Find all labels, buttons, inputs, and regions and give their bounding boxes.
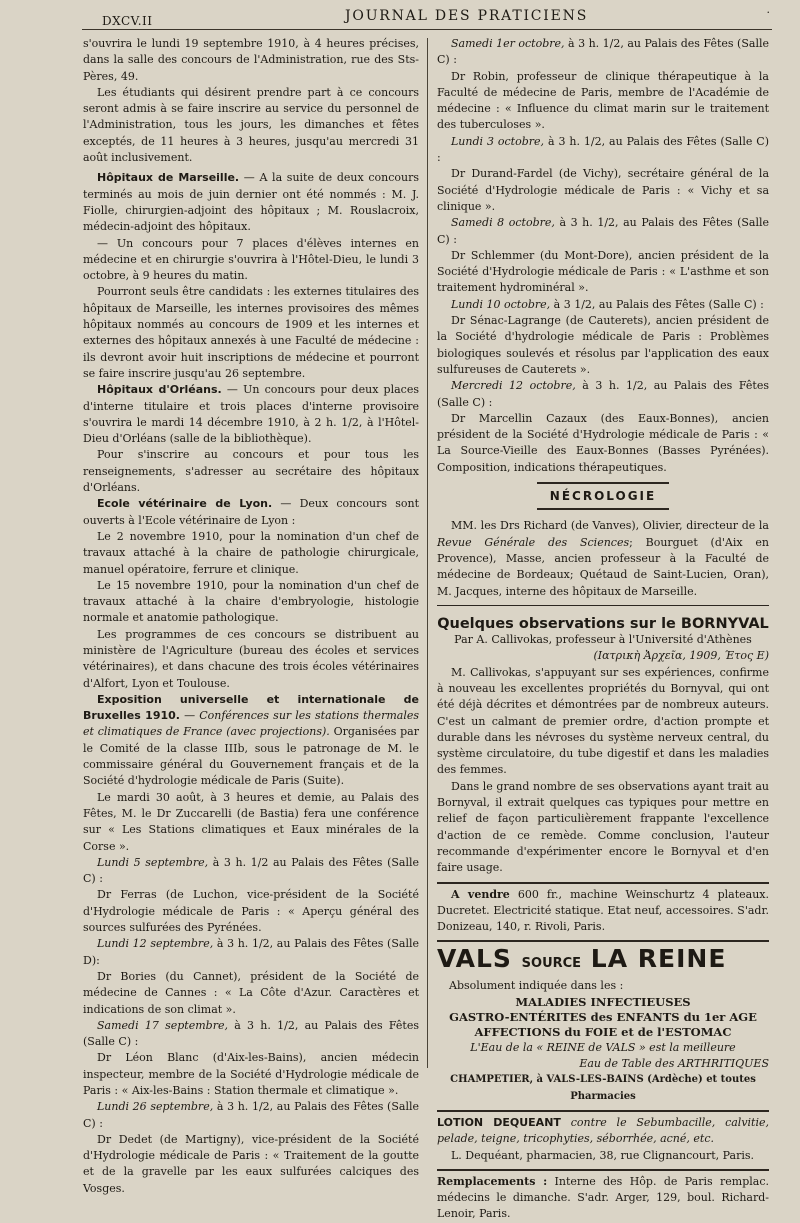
conference-date	[83, 936, 419, 969]
date-italic: Lundi 10 octobre,	[451, 297, 551, 311]
left-column	[83, 36, 419, 1197]
conference-entry: Dr Ferras (de Luchon, vice-président de la Société d'Hydrologie médicale de Paris : « Aperçu général des sources sulfurées des Pyrénées.	[83, 888, 419, 935]
date-italic: Samedi 8 octobre,	[451, 216, 555, 230]
vals-italic: Eau de Table des ARTHRITIQUES	[579, 1057, 769, 1071]
section-heading: Hôpitaux d'Orléans.	[97, 383, 222, 397]
venue: à 3 h. 1/2, au Palais des Fêtes (Salle C) :	[437, 37, 769, 67]
ad-heading: Remplacements :	[437, 1174, 548, 1188]
necrology-part: MM. les Drs Richard (de Vanves), Olivier, directeur de la	[451, 519, 769, 533]
paragraph-text: — A la suite de deux concours terminés au mois de juin dernier ont été nommés : M. J. Fiolle, chirurgien-adjoint des hôpitaux ; M. Rouslacroix, médecin-adjoint des hôpitaux.	[83, 171, 420, 234]
vals-line: GASTRO-ENTÉRITES des ENFANTS du 1er AGE	[449, 1009, 757, 1024]
divider	[437, 1169, 769, 1171]
news-item-orleans	[83, 382, 419, 447]
divider	[437, 605, 769, 606]
vals-advertisement	[437, 945, 769, 1104]
vals-line: MALADIES INFECTIEUSES	[515, 994, 691, 1009]
conference-entry: Dr Robin, professeur de clinique thérapeutique à la Faculté de médecine de Paris, membre de l'Académie de médecine : « Influence du climat marin sur le traitement des tuberculoses ».	[437, 69, 769, 132]
paragraph: — Un concours pour 7 places d'élèves internes en médecine et en chirurgie s'ouvrira à l'Hôtel-Dieu, le lundi 3 octobre, à 9 heures du matin.	[83, 236, 419, 283]
lotion-ad	[437, 1115, 769, 1148]
paragraph-text: — Un concours pour deux places d'interne titulaire et trois places d'interne provisoire s'ouvrira le mardi 14 décembre 1910, à 2 h. 1/2, à l'Hôtel-Dieu d'Orléans (salle de la bibliothèque).	[83, 383, 419, 446]
conference-entry: Dr Sénac-Lagrange (de Cauterets), ancien président de la Société d'hydrologie médicale de Paris : Problèmes biologiques soulevés et résolus par l'application des eaux sulfureuses de Cauterets ».	[437, 314, 769, 376]
date-italic: Samedi 17 septembre,	[97, 1018, 228, 1032]
article-byline: Par A. Callivokas, professeur à l'Université d'Athènes	[454, 633, 752, 647]
article-paragraph: Dans le grand nombre de ses observations ayant trait au Bornyval, il extrait quelques cas typiques pour mettre en relief de façon particulièrement frappante l'excellence d'action de ce remède. Comme conclusion, l'auteur recommande d'expérimenter encore le Bornyval et d'en faire usage.	[437, 779, 769, 875]
ad-text: Interne des Hôp. de Paris remplac. médecins le dimanche. S'adr. Arger, 129, boul. Richard-Lenoir, Paris.	[437, 1174, 769, 1221]
paragraph: Pour s'inscrire au concours et pour tous les renseignements, s'adresser au secrétaire des hôpitaux d'Orléans.	[83, 448, 419, 495]
divider	[437, 1110, 769, 1112]
news-item-lyon	[83, 496, 419, 529]
paragraph-text: Organisées par le Comité de la classe IIIb, sous le patronage de M. le commissaire général du Gouvernement français et de la Société d'hydrologie médicale de Paris (Suite).	[83, 725, 419, 788]
article-paragraph: M. Callivokas, s'appuyant sur ses expériences, confirme à nouveau les excellentes propriétés du Bornyval, qui ont été déjà décrites et démontrées par de nombreux auteurs. C'est un calmant de premier ordre, d'action prompte et durable dans les névroses du système nerveux central, du système circulatoire, du tube digestif et dans les maladies des femmes.	[437, 665, 769, 777]
conference-date	[437, 134, 769, 167]
remplacements-ad	[437, 1174, 769, 1223]
date-italic: Lundi 26 septembre,	[97, 1100, 214, 1114]
date-italic: Lundi 12 septembre,	[97, 937, 214, 951]
news-item-exposition	[83, 692, 419, 790]
venue: à 3 h. 1/2, au Palais des Fêtes (Salle D):	[83, 937, 419, 967]
page-folio: DXCV.II	[102, 14, 153, 28]
reference-italic: (Ιατρικὴ Ἀρχεῖα, 1909, Έτος Ε)	[593, 649, 769, 663]
conference-date	[437, 378, 769, 411]
ad-text: 600 fr., machine Weinschurtz 4 plateaux. Ducretet. Electricité statique. Etat neuf, accessoires. S'adr. Donizeau, 140, r. Rivoli, Paris.	[437, 887, 769, 934]
article-title: Quelques observations sur le BORNYVAL	[437, 615, 769, 632]
date-italic: Lundi 3 octobre,	[451, 134, 545, 148]
vals-line: AFFECTIONS du FOIE et de l'ESTOMAC	[474, 1024, 732, 1039]
header-rule	[82, 29, 772, 30]
conference-date	[83, 1018, 419, 1051]
conference-date	[437, 36, 769, 69]
journal-name: Revue Générale des Sciences	[437, 535, 630, 549]
vals-line	[437, 1040, 769, 1056]
venue: à 3 h. 1/2, au Palais des Fêtes (Salle C) :	[83, 1018, 419, 1049]
italic-subheading: — Conférences sur les stations thermales et climatiques de France (avec projections).	[83, 709, 419, 739]
section-heading: Hôpitaux de Marseille.	[97, 171, 240, 185]
venue: à 3 1/2, au Palais des Fêtes (Salle C) :	[550, 297, 764, 311]
vals-line: CHAMPETIER, à VALS-LES-BAINS (Ardèche) et toutes Pharmacies	[450, 1074, 756, 1102]
vals-word: VALS	[437, 944, 512, 974]
column-divider	[427, 38, 428, 1068]
conference-entry: Dr Dedet (de Martigny), vice-président de la Société d'Hydrologie médicale de Paris : « Traitement de la goutte et de la gravelle par les eaux sulfurées calciques des Vosges.	[83, 1132, 419, 1195]
lotion-heading: LOTION DEQUEANT	[437, 1115, 561, 1129]
article-reference	[437, 648, 769, 664]
venue: à 3 h. 1/2, au Palais des Fêtes (Salle C) :	[437, 216, 770, 246]
paragraph-text: — Deux concours sont ouverts à l'Ecole vétérinaire de Lyon :	[83, 497, 420, 527]
conference-entry: Dr Léon Blanc (d'Aix-les-Bains), ancien médecin inspecteur, membre de la Société d'Hydrologie médicale de Paris : « Aix-les-Bains : Station thermale et climatique ».	[83, 1051, 419, 1097]
conference-entry: Dr Schlemmer (du Mont-Dore), ancien président de la Société d'Hydrologie médicale de Paris : « L'asthme et son traitement hydrominéral ».	[437, 248, 769, 295]
conference-date	[437, 215, 769, 248]
necrology-heading: NÉCROLOGIE	[537, 482, 669, 510]
paragraph: s'ouvrira le lundi 19 septembre 1910, à 4 heures précises, dans la salle des concours de l'Administration, rue des Sts-Pères, 49.	[83, 37, 419, 83]
la-reine-word: LA REINE	[590, 944, 727, 974]
venue: à 3 h. 1/2, au Palais des Fêtes (Salle C) :	[437, 134, 769, 165]
ad-heading: A vendre	[451, 887, 510, 901]
vals-title	[437, 945, 769, 978]
running-title: JOURNAL DES PRATICIENS	[345, 8, 589, 24]
venue: à 3 h. 1/2, au Palais des Fêtes (Salle C) :	[437, 379, 769, 409]
paragraph: Les programmes de ces concours se distribuent au ministère de l'Agriculture (bureau des écoles et services vétérinaires), et dans chacune des trois écoles vétérinaires d'Alfort, Lyon et Toulouse.	[83, 627, 419, 690]
necrology-part: ; Bourguet (d'Aix en Provence), Masse, ancien professeur à la Faculté de médecine de Bordeaux; Quétaud de Saint-Lucien, Oran), M. Jacques, interne des hôpitaux de Marseille.	[437, 535, 769, 598]
section-heading: Exposition universelle et internationale de Bruxelles 1910.	[83, 692, 419, 723]
vals-subtitle: Absolument indiquée dans les :	[449, 979, 624, 993]
date-italic: Lundi 5 septembre,	[97, 855, 209, 869]
venue: à 3 h. 1/2, au Palais des Fêtes (Salle C) :	[83, 1100, 419, 1130]
conference-date	[83, 1099, 419, 1132]
divider	[437, 882, 769, 884]
venue: à 3 h. 1/2 au Palais des Fêtes (Salle C) :	[83, 855, 419, 886]
classified-ad	[437, 887, 769, 936]
date-italic: Samedi 1er octobre,	[451, 37, 565, 50]
divider	[437, 940, 769, 942]
lotion-address: L. Dequéant, pharmacien, 38, rue Clignancourt, Paris.	[451, 1148, 754, 1162]
paragraph: Pourront seuls être candidats : les externes titulaires des hôpitaux de Marseille, les internes provisoires des mêmes hôpitaux nommés au concours de 1909 et les internes et externes des hôpitaux annexés à une Faculté de médecine : ils devront avoir huit inscriptions de médecine et pourront se faire inscrire jusqu'au 26 septembre.	[83, 285, 419, 380]
source-word: SOURCE	[521, 956, 582, 972]
news-item-marseille	[83, 170, 419, 235]
vals-italic: L'Eau de la « REINE de VALS » est la meilleure	[470, 1040, 736, 1054]
vals-line	[437, 1056, 769, 1072]
lotion-text: contre le Sebumbacille, calvitie, pelade, teigne, tricophyties, séborrhée, acné, etc.	[437, 1115, 769, 1146]
conference-date	[83, 855, 419, 888]
conference-entry: Le mardi 30 août, à 3 heures et demie, au Palais des Fêtes, M. le Dr Zuccarelli (de Bastia) fera une conférence sur « Les Stations climatiques et Eaux minérales de la Corse ».	[83, 790, 419, 853]
right-column	[437, 36, 769, 1223]
conference-entry: Dr Bories (du Cannet), président de la Société de médecine de Cannes : « La Côte d'Azur. Caractères et indications de son climat ».	[83, 969, 419, 1016]
conference-date	[437, 297, 769, 313]
paragraph: Les étudiants qui désirent prendre part à ce concours seront admis à se faire inscrire au service du personnel de l'Administration, tous les jours, les dimanches et fêtes exceptés, de 11 heures à 3 heures, jusqu'au mercredi 31 août inclusivement.	[83, 85, 419, 165]
conference-entry: Dr Durand-Fardel (de Vichy), secrétaire général de la Société d'Hydrologie médicale de Paris : « Vichy et sa clinique ».	[437, 167, 769, 213]
paragraph: Le 2 novembre 1910, pour la nomination d'un chef de travaux attaché à la chaire de pathologie chirurgicale, manuel opératoire, ferrure et clinique.	[83, 529, 419, 576]
paragraph: Le 15 novembre 1910, pour la nomination d'un chef de travaux attaché à la chaire d'embryologie, histologie normale et anatomie pathologique.	[83, 578, 419, 625]
section-heading: Ecole vétérinaire de Lyon.	[97, 497, 273, 511]
conference-entry: Dr Marcellin Cazaux (des Eaux-Bonnes), ancien président de la Société d'Hydrologie médicale de Paris : « La Source-Vieille des Eaux-Bonnes (Basses Pyrénées). Composition, indications thérapeutiques.	[437, 411, 769, 474]
header-mark: ·	[766, 6, 770, 19]
date-italic: Mercredi 12 octobre,	[451, 379, 576, 393]
page-header	[0, 0, 800, 34]
necrology-text	[437, 518, 769, 599]
